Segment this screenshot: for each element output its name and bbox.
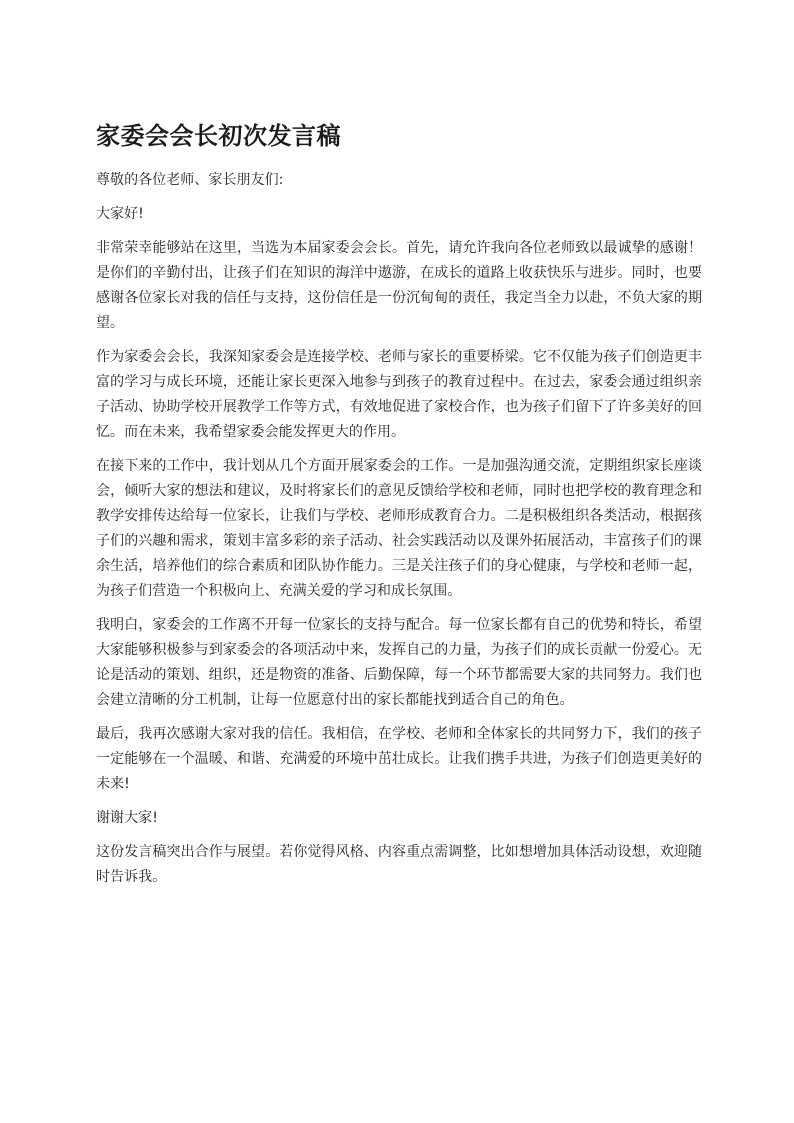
paragraph-role: 作为家委会会长，我深知家委会是连接学校、老师与家长的重要桥梁。它不仅能为孩子们创造更丰富的学习与成长环境，还能让家长更深入地参与到孩子的教育过程中。在过去，家委会通过组织亲子活动、协助学校开展教学工作等方式，有效地促进了家校合作，也为孩子们留下了许多美好的回忆。而在未来，我希望家委会能发挥更大的作用。 [96,349,702,440]
paragraph-closing: 最后，我再次感谢大家对我的信任。我相信，在学校、老师和全体家长的共同努力下，我们的孩子一定能够在一个温暖、和谐、充满爱的环境中茁壮成长。让我们携手共进，为孩子们创造更美好的未来! [96,726,702,792]
paragraph-plan: 在接下来的工作中，我计划从几个方面开展家委会的工作。一是加强沟通交流，定期组织家长座谈会，倾听大家的想法和建议，及时将家长们的意见反馈给学校和老师，同时也把学校的教育理念和教学安排传达给每一位家长，让我们与学校、老师形成教育合力。二是积极组织各类活动，根据孩子们的兴趣和需求，策划丰富多彩的亲子活动、社会实践活动以及课外拓展活动，丰富孩子们的课余生活，培养他们的综合素质和团队协作能力。三是关注孩子们的身心健康，与学校和老师一起，为孩子们营造一个积极向上、充满关爱的学习和成长氛围。 [96,458,702,599]
salutation: 尊敬的各位老师、家长朋友们: [96,172,284,188]
thank-you-line: 谢谢大家! [96,810,158,826]
assistant-note: 这份发言稿突出合作与展望。若你觉得风格、内容重点需调整，比如想增加具体活动设想，欢迎随时告诉我。 [96,844,702,885]
greeting: 大家好! [96,206,144,222]
paragraph-thanks: 非常荣幸能够站在这里，当选为本届家委会会长。首先，请允许我向各位老师致以最诚挚的感谢！是你们的辛勤付出，让孩子们在知识的海洋中遨游，在成长的道路上收获快乐与进步。同时，也要感谢各位家长对我的信任与支持，这份信任是一份沉甸甸的责任，我定当全力以赴，不负大家的期望。 [96,240,702,331]
document-title: 家委会会长初次发言稿 [96,122,341,150]
document-page [96,118,702,899]
paragraph-cooperation: 我明白，家委会的工作离不开每一位家长的支持与配合。每一位家长都有自己的优势和特长，希望大家能够积极参与到家委会的各项活动中来，发挥自己的力量，为孩子们的成长贡献一份爱心。无论是活动的策划、组织，还是物资的准备、后勤保障，每一个环节都需要大家的共同努力。我们也会建立清晰的分工机制，让每一位愿意付出的家长都能找到适合自己的角色。 [96,617,702,708]
